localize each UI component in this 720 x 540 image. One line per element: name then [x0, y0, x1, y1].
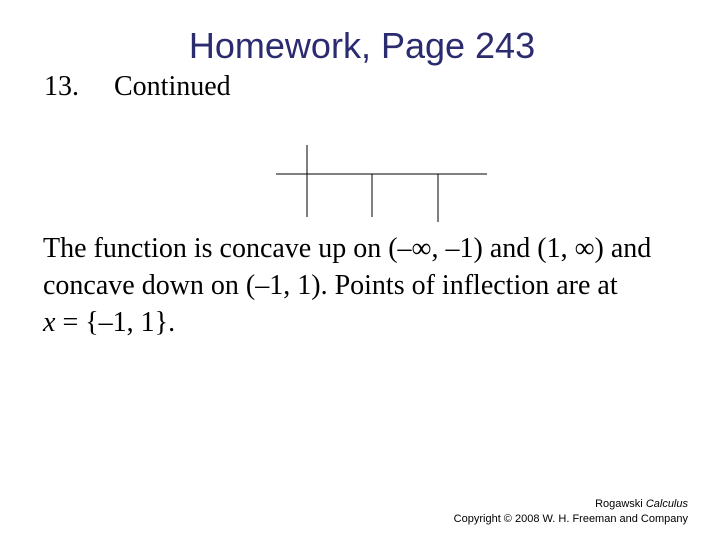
- footer-credit: [454, 497, 688, 527]
- variable-x: x: [43, 307, 56, 338]
- footer-book-line: [454, 497, 688, 512]
- sign-chart-diagram: [270, 140, 500, 230]
- problem-number: 13.: [44, 71, 79, 102]
- footer-author: Rogawski: [595, 498, 646, 510]
- inflection-points-set: = {–1, 1}.: [55, 307, 176, 338]
- footer-copyright: Copyright © 2008 W. H. Freeman and Company: [453, 513, 688, 525]
- footer-book-title: Calculus: [645, 498, 688, 510]
- problem-label: Continued: [114, 71, 231, 102]
- slide-title: Homework, Page 243: [188, 25, 536, 66]
- solution-line-2: concave down on (–1, 1). Points of inflection are at: [43, 270, 618, 301]
- solution-line-1: The function is concave up on (–∞, –1) and (1, ∞) and: [43, 233, 652, 264]
- solution-text: [43, 230, 693, 341]
- solution-line-3: [43, 304, 693, 341]
